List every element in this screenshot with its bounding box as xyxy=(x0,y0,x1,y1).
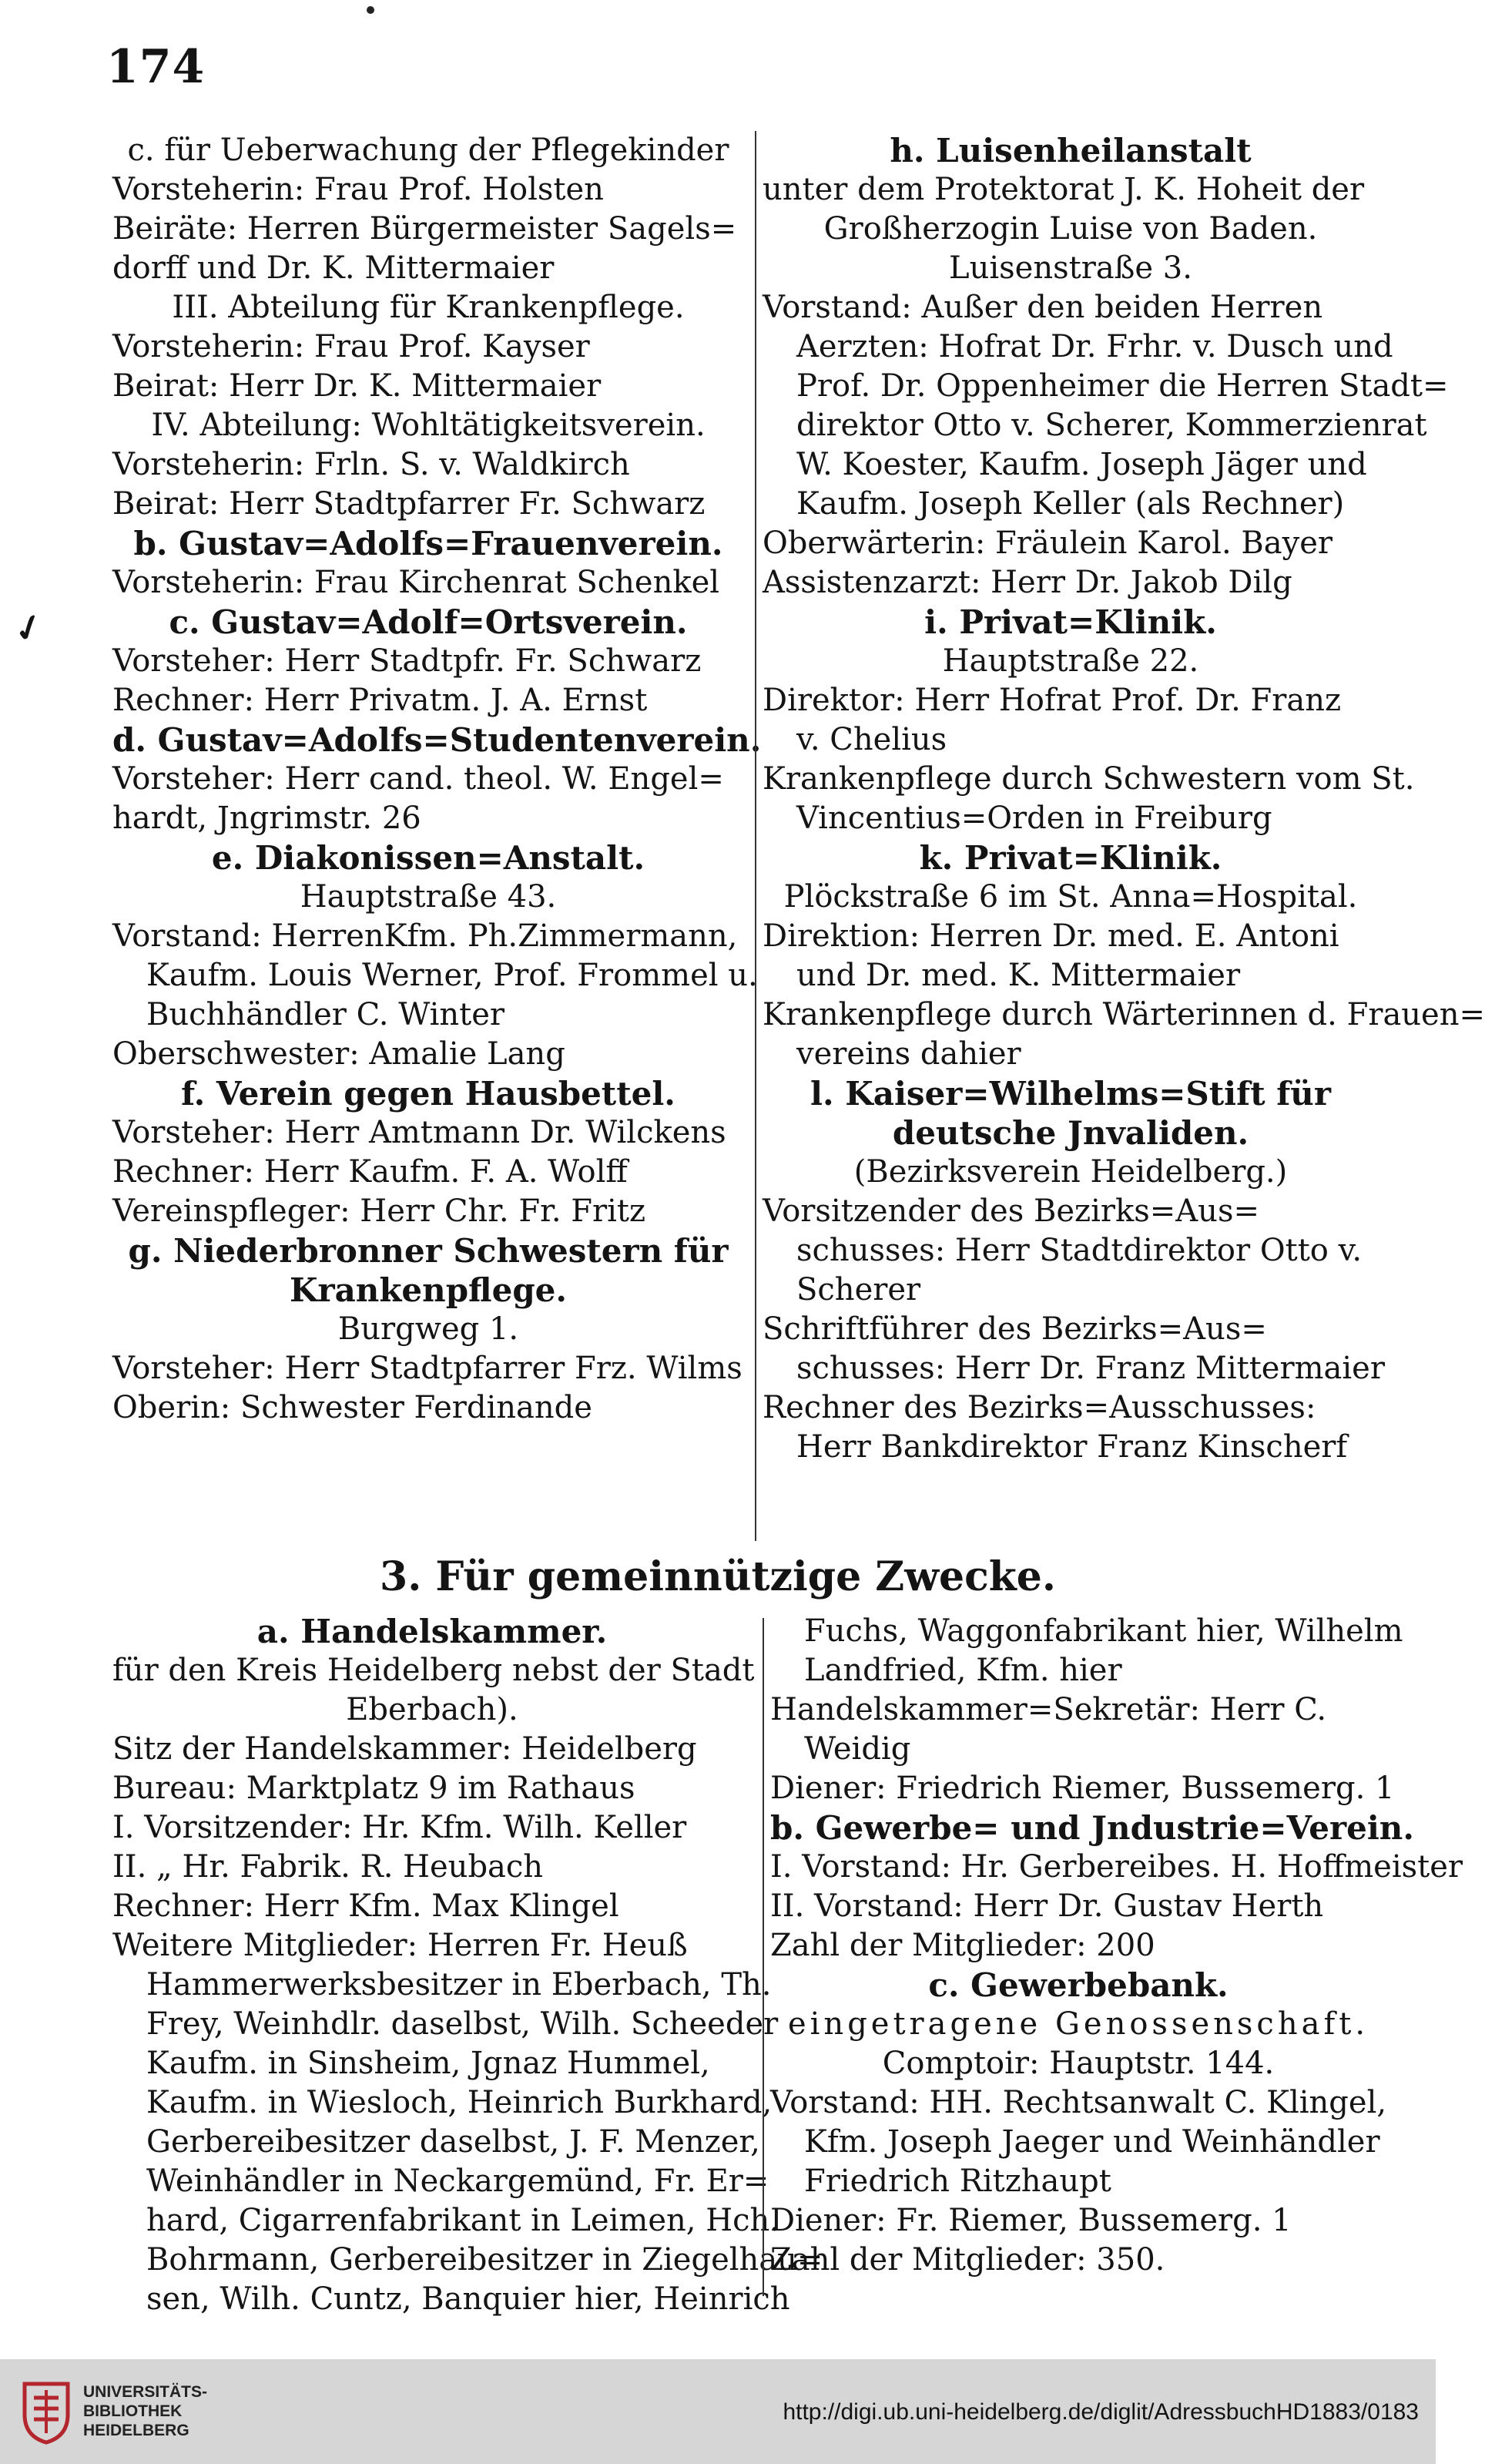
text-line: II. „ Hr. Fabrik. R. Heubach xyxy=(112,1849,544,1885)
section-heading: c. Gewerbebank. xyxy=(928,1966,1229,2004)
text-line: Großherzogin Luise von Baden. xyxy=(823,211,1318,247)
text-line: Vereinspfleger: Herr Chr. Fr. Fritz xyxy=(112,1193,646,1229)
ink-dot xyxy=(367,6,374,14)
text-line: Diener: Fr. Riemer, Bussemerg. 1 xyxy=(770,2203,1292,2238)
left-column-top xyxy=(112,131,762,1428)
text-line: Oberin: Schwester Ferdinande xyxy=(112,1390,592,1425)
text-line: v. Chelius xyxy=(796,722,947,757)
text-line: Vorsteher: Herr Stadtpfr. Fr. Schwarz xyxy=(112,643,702,679)
text-line: Handelskammer=Sekretär: Herr C. xyxy=(770,1692,1327,1727)
section-heading: c. Gustav=Adolf=Ortsverein. xyxy=(169,603,688,641)
text-line: Beirat: Herr Stadtpfarrer Fr. Schwarz xyxy=(112,486,706,522)
text-line: Schriftführer des Bezirks=Aus= xyxy=(763,1311,1267,1347)
text-line: Sitz der Handelskammer: Heidelberg xyxy=(112,1731,697,1767)
text-line: Weinhändler in Neckargemünd, Fr. Er= xyxy=(146,2164,769,2199)
text-line: Direktor: Herr Hofrat Prof. Dr. Franz xyxy=(763,683,1342,718)
section-heading: b. Gewerbe= und Jndustrie=Verein. xyxy=(770,1809,1414,1847)
text-line: Bureau: Marktplatz 9 im Rathaus xyxy=(112,1771,635,1806)
text-line: Hauptstraße 43. xyxy=(300,879,557,915)
text-line: Beirat: Herr Dr. K. Mittermaier xyxy=(112,368,602,404)
text-line: Vorsteher: Herr cand. theol. W. Engel= xyxy=(112,761,724,797)
text-line: Rechner: Herr Privatm. J. A. Ernst xyxy=(112,683,648,718)
text-line: Kaufm. in Sinsheim, Jgnaz Hummel, xyxy=(146,2046,710,2081)
text-line: Landfried, Kfm. hier xyxy=(804,1653,1122,1688)
text-line: Vorstand: HH. Rechtsanwalt C. Klingel, xyxy=(770,2085,1387,2120)
text-line: Scherer xyxy=(796,1272,921,1308)
text-line: Herr Bankdirektor Franz Kinscherf xyxy=(796,1429,1348,1465)
text-line: Buchhändler C. Winter xyxy=(146,997,505,1032)
text-line: II. Vorstand: Herr Dr. Gustav Herth xyxy=(770,1888,1324,1924)
text-line: W. Koester, Kaufm. Joseph Jäger und xyxy=(796,447,1367,482)
text-line: hard, Cigarrenfabrikant in Leimen, Hch. xyxy=(146,2203,779,2238)
section-heading: f. Verein gegen Hausbettel. xyxy=(181,1075,675,1113)
text-line: eingetragene Genossenschaft. xyxy=(787,2006,1369,2042)
text-line: schusses: Herr Dr. Franz Mittermaier xyxy=(796,1351,1385,1386)
section-heading: k. Privat=Klinik. xyxy=(919,839,1222,877)
text-line: Oberschwester: Amalie Lang xyxy=(112,1036,565,1072)
text-line: Rechner des Bezirks=Ausschusses: xyxy=(763,1390,1316,1425)
text-line: (Bezirksverein Heidelberg.) xyxy=(853,1154,1288,1190)
logo-line: UNIVERSITÄTS- xyxy=(83,2383,208,2401)
footer-bar xyxy=(0,2359,1436,2464)
section-heading: g. Niederbronner Schwestern für xyxy=(128,1232,729,1270)
text-line: für den Kreis Heidelberg nebst der Stadt xyxy=(112,1653,755,1688)
text-line: Weitere Mitglieder: Herren Fr. Heuß xyxy=(112,1928,688,1963)
text-line: Luisenstraße 3. xyxy=(949,250,1192,286)
text-line: Fuchs, Waggonfabrikant hier, Wilhelm xyxy=(804,1613,1403,1649)
text-line: Friedrich Ritzhaupt xyxy=(804,2164,1111,2199)
section-title: 3. Für gemeinnützige Zwecke. xyxy=(380,1553,1056,1600)
text-line: Vorstand: Außer den beiden Herren xyxy=(763,290,1323,325)
text-line: IV. Abteilung: Wohltätigkeitsverein. xyxy=(151,408,706,443)
section-heading: b. Gustav=Adolfs=Frauenverein. xyxy=(133,525,723,562)
text-line: Diener: Friedrich Riemer, Bussemerg. 1 xyxy=(770,1771,1395,1806)
text-line: direktor Otto v. Scherer, Kommerzienrat xyxy=(796,408,1427,443)
text-line: Rechner: Herr Kaufm. F. A. Wolff xyxy=(112,1154,628,1190)
source-url-link[interactable]: http://digi.ub.uni-heidelberg.de/diglit/AdressbuchHD1883/0183 xyxy=(783,2399,1419,2425)
text-line: Kaufm. in Wiesloch, Heinrich Burkhard, xyxy=(146,2085,773,2120)
text-line: Vorsteherin: Frau Kirchenrat Schenkel xyxy=(112,565,720,600)
section-heading: e. Diakonissen=Anstalt. xyxy=(211,839,645,877)
text-line: Aerzten: Hofrat Dr. Frhr. v. Dusch und xyxy=(796,329,1393,364)
text-line: und Dr. med. K. Mittermaier xyxy=(796,958,1241,993)
text-line: schusses: Herr Stadtdirektor Otto v. xyxy=(796,1233,1363,1268)
text-line: Krankenpflege durch Schwestern vom St. xyxy=(763,761,1415,797)
text-line: Vorsteherin: Frau Prof. Kayser xyxy=(112,329,590,364)
page-number: 174 xyxy=(106,40,206,94)
text-line: III. Abteilung für Krankenpflege. xyxy=(172,290,685,325)
text-line: Kaufm. Louis Werner, Prof. Frommel u. xyxy=(146,958,758,993)
text-line: Vorsteherin: Frau Prof. Holsten xyxy=(112,172,604,207)
text-line: Direktion: Herren Dr. med. E. Antoni xyxy=(763,918,1339,954)
text-line: Vorsitzender des Bezirks=Aus= xyxy=(763,1193,1259,1229)
text-line: unter dem Protektorat J. K. Hoheit der xyxy=(763,172,1365,207)
right-column-bottom xyxy=(770,1612,1463,2280)
section-heading: l. Kaiser=Wilhelms=Stift für xyxy=(810,1075,1331,1113)
text-line: Hammerwerksbesitzer in Eberbach, Th. xyxy=(146,1967,772,2002)
text-line: sen, Wilh. Cuntz, Banquier hier, Heinrich xyxy=(146,2281,790,2317)
text-line: Vorsteher: Herr Amtmann Dr. Wilckens xyxy=(112,1115,726,1150)
text-line: Prof. Dr. Oppenheimer die Herren Stadt= xyxy=(796,368,1449,404)
left-column-bottom xyxy=(112,1612,823,2319)
section-heading: i. Privat=Klinik. xyxy=(924,603,1217,641)
section-heading: h. Luisenheilanstalt xyxy=(890,132,1252,170)
text-line: Vorsteherin: Frln. S. v. Waldkirch xyxy=(112,447,630,482)
column-divider-top xyxy=(755,131,756,1541)
right-column-top xyxy=(763,131,1485,1467)
column-divider-bottom xyxy=(763,1618,764,2296)
text-line: Comptoir: Hauptstr. 144. xyxy=(882,2046,1275,2081)
text-line: I. Vorstand: Hr. Gerbereibes. H. Hoffmeister xyxy=(770,1849,1463,1885)
library-logo-text xyxy=(83,2382,207,2440)
text-line: Vincentius=Orden in Freiburg xyxy=(796,801,1272,836)
logo-line: BIBLIOTHEK xyxy=(83,2402,183,2420)
margin-pencil-mark: ✓ xyxy=(8,603,49,653)
text-line: I. Vorsitzender: Hr. Kfm. Wilh. Keller xyxy=(112,1810,687,1845)
text-line: hardt, Jngrimstr. 26 xyxy=(112,801,421,836)
text-line: Vorstand: HerrenKfm. Ph.Zimmermann, xyxy=(112,918,738,954)
text-line: Beiräte: Herren Bürgermeister Sagels= xyxy=(112,211,737,247)
text-line: Plöckstraße 6 im St. Anna=Hospital. xyxy=(783,879,1358,915)
text-line: Gerbereibesitzer daselbst, J. F. Menzer, xyxy=(146,2124,760,2160)
text-line: Krankenpflege durch Wärterinnen d. Frauen= xyxy=(763,997,1485,1032)
university-seal-icon xyxy=(18,2376,74,2446)
section-heading: d. Gustav=Adolfs=Studentenverein. xyxy=(112,721,762,759)
text-line: Oberwärterin: Fräulein Karol. Bayer xyxy=(763,525,1333,561)
text-line: dorff und Dr. K. Mittermaier xyxy=(112,250,555,286)
logo-line: HEIDELBERG xyxy=(83,2422,189,2439)
text-line: vereins dahier xyxy=(796,1036,1021,1072)
text-line: Rechner: Herr Kfm. Max Klingel xyxy=(112,1888,619,1924)
text-line: Frey, Weinhdlr. daselbst, Wilh. Scheeder xyxy=(146,2006,779,2042)
text-line: Vorsteher: Herr Stadtpfarrer Frz. Wilms xyxy=(112,1351,742,1386)
section-heading: Krankenpflege. xyxy=(289,1271,568,1309)
text-line: Assistenzarzt: Herr Dr. Jakob Dilg xyxy=(763,565,1292,600)
text-line: Weidig xyxy=(804,1731,911,1767)
text-line: Eberbach). xyxy=(346,1692,518,1727)
text-line: Kfm. Joseph Jaeger und Weinhändler xyxy=(804,2124,1380,2160)
text-line: Zahl der Mitglieder: 350. xyxy=(770,2242,1165,2278)
text-line: Hauptstraße 22. xyxy=(942,643,1199,679)
section-heading: deutsche Jnvaliden. xyxy=(892,1114,1249,1152)
text-line: Zahl der Mitglieder: 200 xyxy=(770,1928,1155,1963)
text-line: Kaufm. Joseph Keller (als Rechner) xyxy=(796,486,1345,522)
text-line: Burgweg 1. xyxy=(337,1311,519,1347)
text-line: Bohrmann, Gerbereibesitzer in Ziegelhau= xyxy=(146,2242,823,2278)
section-heading: a. Handelskammer. xyxy=(256,1613,608,1650)
text-line: c. für Ueberwachung der Pflegekinder xyxy=(127,133,729,168)
